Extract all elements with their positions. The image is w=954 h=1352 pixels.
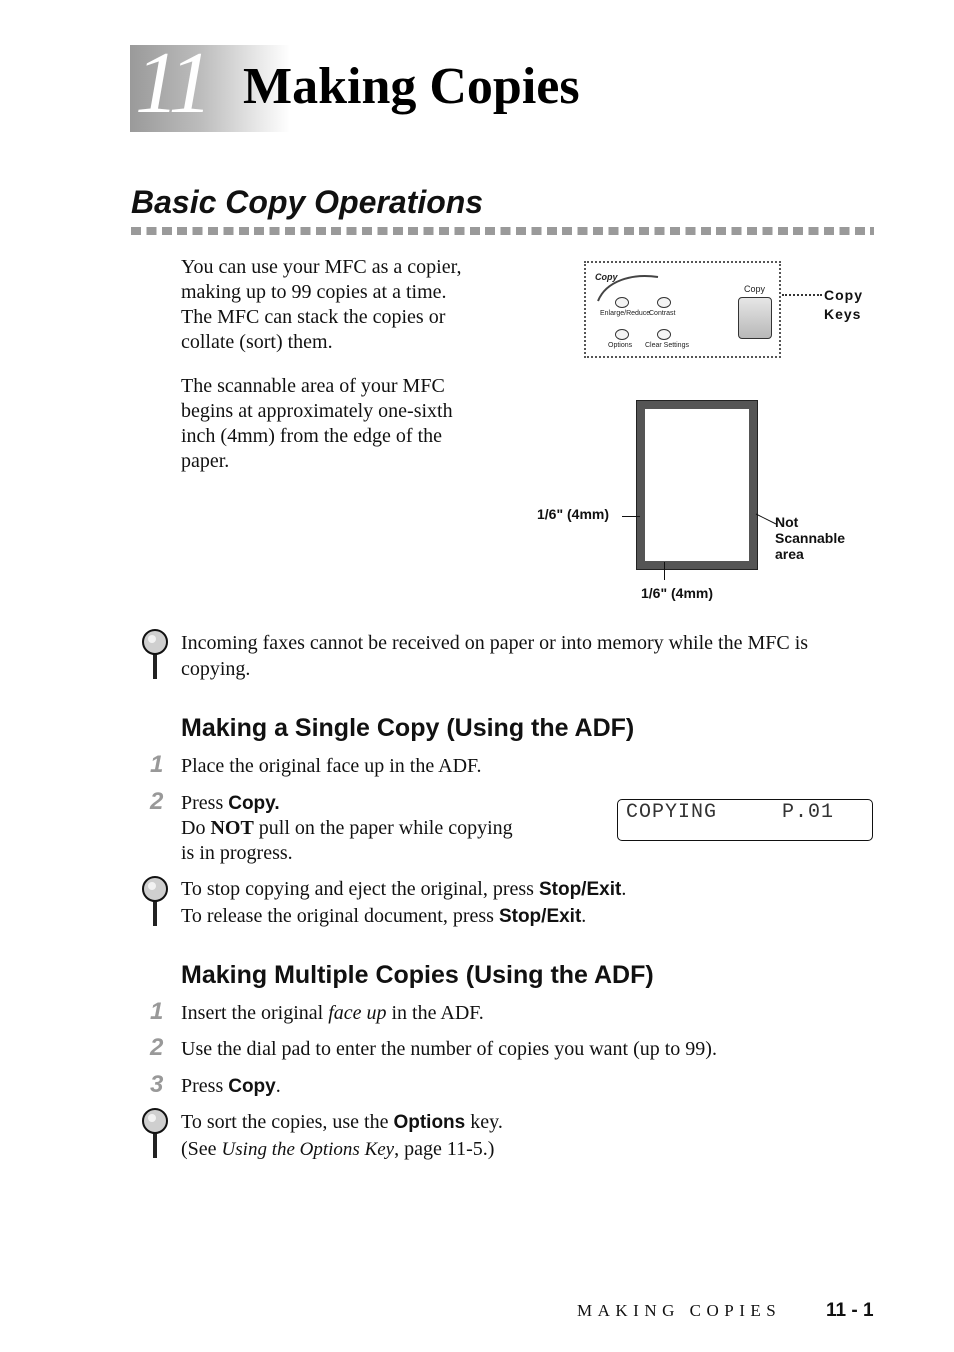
step-number-1: 1 [150,751,164,778]
options-label: Options [608,342,633,349]
contrast-label: Contrast [649,310,676,317]
contrast-button [657,297,671,308]
clear-settings-label: Clear Settings [645,342,689,349]
note-sort-copies: To sort the copies, use the Options key. (See Using the Options Key, page 11-5.) [181,1111,503,1160]
footer-page-number: 11 - 1 [826,1300,874,1321]
lcd-display [617,799,873,841]
step-number-1: 1 [150,998,164,1025]
options-button [615,329,629,340]
enlarge-reduce-button [615,297,629,308]
section-title: Basic Copy Operations [131,184,484,220]
intro-paragraph-2: The scannable area of your MFC begins at approximately one-sixth inch (4mm) from the edge of the paper. [181,375,453,472]
chapter-title: Making Copies [243,58,580,115]
step-number-2: 2 [150,1034,164,1061]
bottom-margin-label: 1/6" (4mm) [641,585,713,601]
multi-step-2: Use the dial pad to enter the number of copies you want (up to 99). [181,1038,717,1060]
copy-logo-text: Copy [595,272,618,282]
scannable-area [645,409,749,561]
options-key-reference: Using the Options Key [221,1139,395,1160]
section-divider [131,227,874,235]
control-panel-illustration [584,261,781,358]
single-step-1: Place the original face up in the ADF. [181,755,482,777]
enlarge-reduce-label: Enlarge/Reduce [600,310,651,317]
bottom-margin-leader [664,562,665,580]
single-step-2: Press Copy. Do NOT pull on the paper while copying is in progress. [181,792,513,864]
note-pin-icon [140,1106,170,1160]
note-pin-icon [140,627,170,681]
footer-chapter-name: MAKING COPIES [577,1301,782,1320]
step-number-2: 2 [150,788,164,815]
multi-step-1: Insert the original face up in the ADF. [181,1002,484,1024]
multiple-copies-heading: Making Multiple Copies (Using the ADF) [181,961,654,989]
copy-keys-callout: Copy Keys [824,287,863,322]
copy-keys-leader-line [782,294,822,296]
left-margin-leader [622,516,640,517]
single-copy-heading: Making a Single Copy (Using the ADF) [181,714,635,742]
copy-key-label: Copy [744,284,766,294]
copy-key [738,297,772,339]
lcd-text: COPYING P.01 [626,801,835,824]
intro-paragraph-1: You can use your MFC as a copier, making up to 99 copies at a time. The MFC can stack the copies or collate (sort) them. [181,256,462,353]
note-pin-icon [140,874,170,928]
copy-key-name: Copy. [228,793,280,814]
left-margin-label: 1/6" (4mm) [537,506,609,522]
chapter-number: 11 [135,35,209,132]
note-incoming-faxes: Incoming faxes cannot be received on paper or into memory while the MFC is copying. [181,632,809,680]
note-stop-exit: To stop copying and eject the original, press Stop/Exit. To release the original document, press Stop/Exit. [181,878,627,927]
clear-settings-button [657,329,671,340]
step-number-3: 3 [150,1071,164,1098]
multi-step-3: Press Copy. [181,1075,281,1097]
not-scannable-label: Not Scannable area [775,514,846,562]
